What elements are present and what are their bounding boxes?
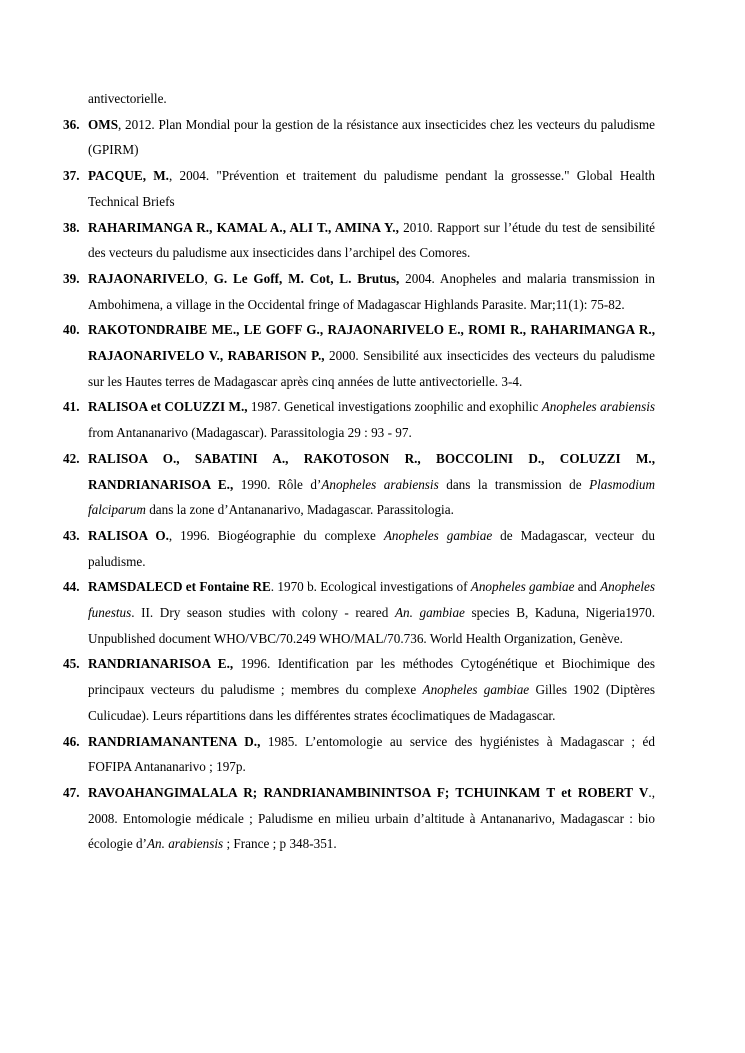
reference-italic: Anopheles gambiae (470, 579, 575, 595)
reference-entry (63, 780, 655, 857)
reference-text: , (204, 270, 214, 286)
reference-text: 1985. L’entomologie au service des hygiénistes à Madagascar ; éd FOFIPA Antananarivo ; 197p. (88, 733, 655, 775)
reference-entry (63, 651, 655, 728)
reference-text: Gilles 1902 (Diptères Culicudae). Leurs répartitions dans les différentes strates écoclimatiques de Madagascar. (88, 682, 655, 723)
reference-authors: RAJAONARIVELO (88, 270, 205, 286)
reference-text: . 1970 b. Ecological investigations of (270, 579, 471, 595)
reference-text: 1996. Identification par les méthodes Cytogénétique et Biochimique des principaux vecteurs du paludisme ; membres du complexe (88, 656, 655, 698)
reference-number: 43. (63, 527, 80, 543)
reference-text: dans la transmission de (438, 476, 590, 492)
reference-authors: RALISOA et COLUZZI M., (88, 399, 248, 415)
reference-number: 45. (63, 656, 80, 672)
reference-text: ; France ; p 348-351. (223, 836, 337, 852)
reference-entry (63, 446, 655, 523)
reference-entry (63, 112, 655, 163)
reference-authors: RAHARIMANGA R., KAMAL A., ALI T., AMINA Y., (88, 219, 399, 235)
reference-text: , 1996. Biogéographie du complexe (168, 527, 384, 543)
reference-text: , 2012. Plan Mondial pour la gestion de la résistance aux insecticides chez les vecteurs du paludisme (GPIRM) (88, 116, 655, 158)
reference-authors: RAKOTONDRAIBE ME., LE GOFF G., RAJAONARIVELO E., ROMI R., RAHARIMANGA R., RAJAONARIVELO V., RABARISON P., (88, 322, 655, 364)
reference-text: 2010. Rapport sur l’étude du test de sensibilité des vecteurs du paludisme aux insecticides dans l’archipel des Comores. (88, 219, 655, 261)
reference-text: de Madagascar, vecteur du paludisme. (88, 527, 655, 569)
reference-text: species B, Kaduna, Nigeria1970. Unpublished document WHO/VBC/70.249 WHO/MAL/70.736. World Health Organization, Genève. (88, 605, 656, 646)
reference-italic: An. arabiensis (146, 836, 224, 852)
reference-authors: RANDRIANARISOA E., (88, 656, 234, 672)
reference-number: 46. (63, 733, 80, 749)
reference-number: 38. (63, 219, 80, 235)
reference-entry (63, 574, 655, 651)
reference-list (63, 86, 655, 857)
reference-italic: Anopheles funestus (88, 579, 656, 621)
reference-number: 47. (63, 784, 80, 800)
reference-text: , 2004. "Prévention et traitement du paludisme pendant la grossesse." Global Health Technical Briefs (88, 168, 656, 209)
reference-number: 39. (63, 270, 80, 286)
reference-text: ., 2008. Entomologie médicale ; Paludisme en milieu urbain d’altitude à Antananarivo, Madagascar : bio écologie d’ (88, 784, 655, 852)
reference-number: 42. (63, 450, 80, 466)
reference-authors: RANDRIAMANANTENA D., (88, 733, 261, 749)
reference-entry (63, 394, 655, 445)
reference-number: 41. (63, 399, 80, 415)
reference-italic: An. gambiae (394, 605, 465, 621)
reference-continuation: antivectorielle. (88, 91, 167, 106)
reference-italic: Anopheles gambiae (383, 527, 493, 543)
reference-italic: Plasmodium falciparum (88, 476, 655, 518)
reference-number: 37. (63, 168, 80, 184)
reference-italic: Anopheles arabiensis (321, 476, 439, 492)
reference-number: 44. (63, 579, 80, 595)
reference-italic: Anopheles gambiae (422, 682, 530, 698)
reference-italic: Anopheles arabiensis (541, 399, 655, 415)
reference-entry (63, 215, 655, 266)
reference-entry (63, 523, 655, 574)
reference-number: 40. (63, 322, 80, 338)
reference-text: . II. Dry season studies with colony - reared (131, 605, 395, 621)
reference-authors: RALISOA O. (88, 527, 169, 543)
reference-text: and (574, 579, 601, 595)
reference-text: from Antananarivo (Madagascar). Parassitologia 29 : 93 - 97. (88, 425, 412, 441)
reference-entry (63, 163, 655, 214)
reference-authors: OMS (88, 116, 119, 132)
reference-number: 36. (63, 116, 80, 132)
reference-entry (63, 317, 655, 394)
reference-authors: RAVOAHANGIMALALA R; RANDRIANAMBININTSOA F; TCHUINKAM T et ROBERT V (88, 784, 649, 800)
references (63, 112, 655, 857)
reference-authors: RALISOA O., SABATINI A., RAKOTOSON R., BOCCOLINI D., COLUZZI M., RANDRIANARISOA E., (88, 450, 655, 492)
reference-authors: G. Le Goff, M. Cot, L. Brutus, (213, 270, 400, 286)
reference-text: 1990. Rôle d’ (233, 476, 322, 492)
reference-text: 2000. Sensibilité aux insecticides des vecteurs du paludisme sur les Hautes terres de Madagascar après cinq années de lutte antivectorielle. 3-4. (88, 348, 655, 389)
reference-authors: RAMSDALECD et Fontaine RE (88, 579, 271, 595)
reference-entry (63, 266, 655, 317)
reference-text: 1987. Genetical investigations zoophilic and exophilic (247, 399, 542, 415)
reference-text: 2004. Anopheles and malaria transmission in Ambohimena, a village in the Occidental fringe of Madagascar Highlands Parasite. Mar;11(1): 75-82. (88, 270, 656, 312)
reference-text: dans la zone d’Antananarivo, Madagascar. Parassitologia. (145, 502, 454, 518)
reference-authors: PACQUE, M. (88, 168, 169, 184)
reference-entry (63, 729, 655, 780)
